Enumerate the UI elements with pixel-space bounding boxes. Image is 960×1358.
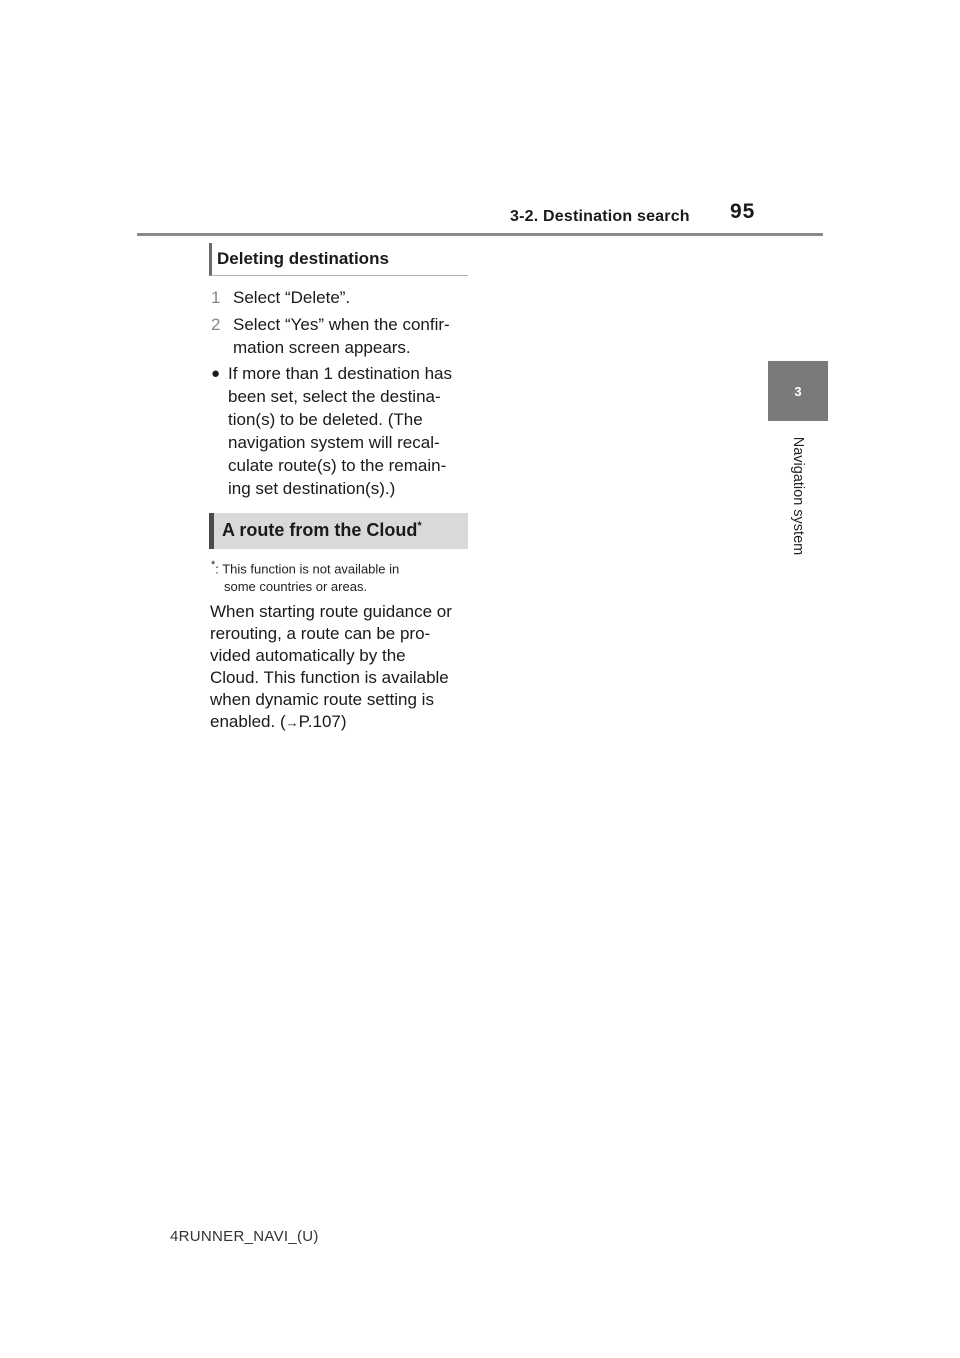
body-line: vided automatically by the [210,646,406,665]
bullet-line: tion(s) to be deleted. (The [228,410,423,429]
bullet-line: ing set destination(s).) [228,479,396,498]
body-line: when dynamic route setting is [210,690,434,709]
cloud-description [210,601,452,734]
bullet-line: If more than 1 destination has [228,364,452,383]
chapter-number: 3 [794,383,802,399]
footnote [211,556,399,596]
section-title: 3-2. Destination search [510,208,690,225]
body-text: enabled. ( [210,712,286,731]
chapter-tab [768,361,828,421]
bullet-line: been set, select the destina- [228,387,441,406]
step-number: 2 [211,315,221,334]
header-divider [137,233,823,236]
asterisk-mark: * [417,520,422,532]
arrow-right-icon: → [285,715,299,730]
page-reference-link[interactable]: P.107) [298,712,347,731]
step-text: Select “Delete”. [233,288,351,307]
body-line: When starting route guidance or [210,602,452,621]
step-text: Select “Yes” when the confir- [233,315,450,334]
footnote-asterisk: * [211,559,216,571]
footnote-line: some countries or areas. [224,579,368,595]
cloud-route-heading [209,513,468,549]
bullet-dot-icon: ● [211,365,221,382]
step-number: 1 [211,288,221,307]
deleting-heading-text: Deleting destinations [217,249,389,268]
bullet-line: culate route(s) to the remain- [228,456,447,475]
bullet-line: navigation system will recal- [228,433,440,452]
step-text-continued: mation screen appears. [233,338,411,357]
body-line-last [210,711,452,734]
page-number: 95 [730,200,756,223]
chapter-label: Navigation system [790,436,806,556]
document-code: 4RUNNER_NAVI_(U) [170,1228,319,1245]
cloud-heading-text: A route from the Cloud [222,520,418,540]
body-line: rerouting, a route can be pro- [210,624,431,643]
body-line: Cloud. This function is available [210,668,449,687]
footnote-line: : This function is not available in [215,561,400,577]
deleting-destinations-heading [209,243,468,276]
